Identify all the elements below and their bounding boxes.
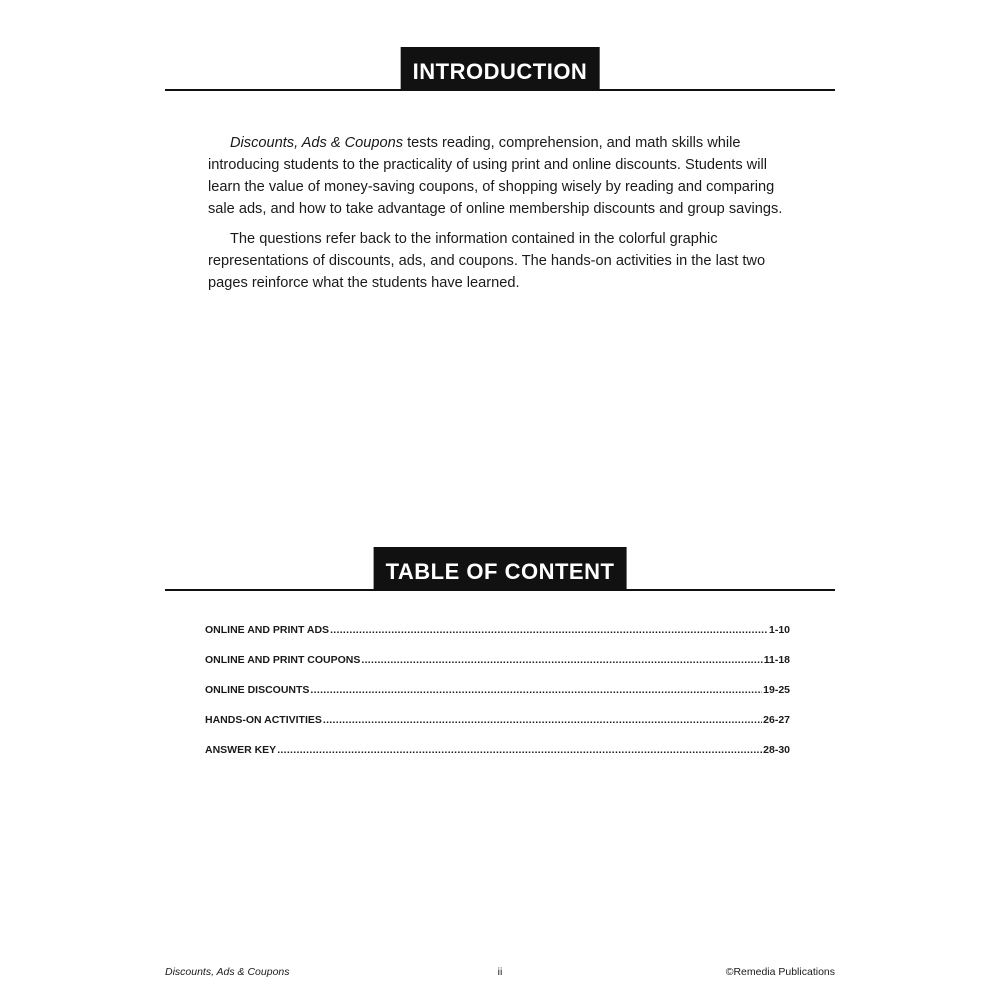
toc-entry [205, 684, 790, 714]
toc-leader-dots [310, 684, 762, 696]
toc-leader-dots [323, 714, 762, 726]
footer-book-title: Discounts, Ads & Coupons [165, 966, 290, 978]
toc-leader-dots [277, 744, 762, 756]
footer-copyright: ©Remedia Publications [725, 966, 835, 978]
toc-entry [205, 714, 790, 744]
toc-entry [205, 624, 790, 654]
page-number: ii [497, 966, 503, 978]
intro-paragraph-1-text: tests reading, comprehension, and math skills while introducing students to the practicality of using print and online discounts. Students will learn the value of money-saving coupons, of shopping wisely by reading and comparing sale ads, and how to take advantage of online membership discounts and group savings. [208, 135, 783, 217]
toc-entry-pages: 28-30 [763, 744, 790, 756]
toc-entry-title: ONLINE DISCOUNTS [205, 684, 310, 696]
toc-entry [205, 654, 790, 684]
toc-entry [205, 744, 790, 774]
introduction-header [165, 45, 835, 91]
toc-entry-pages: 19-25 [763, 684, 790, 696]
toc-leader-dots [361, 654, 762, 666]
introduction-heading: INTRODUCTION [401, 47, 600, 91]
page-footer [165, 966, 835, 980]
table-of-content-heading: TABLE OF CONTENT [374, 547, 627, 591]
toc-entry-pages: 11-18 [763, 654, 790, 666]
table-of-content-header [165, 545, 835, 591]
introduction-body [208, 132, 798, 302]
toc-entry-title: ANSWER KEY [205, 744, 277, 756]
toc-entry-title: ONLINE AND PRINT COUPONS [205, 654, 361, 666]
toc-entry-title: ONLINE AND PRINT ADS [205, 624, 330, 636]
book-title: Discounts, Ads & Coupons [230, 135, 404, 151]
toc-leader-dots [330, 624, 768, 636]
table-of-content-list [205, 624, 790, 774]
intro-paragraph-2: The questions refer back to the information contained in the colorful graphic representations of discounts, ads, and coupons. The hands-on activities in the last two pages reinforce what the students have learned. [208, 231, 766, 291]
toc-entry-pages: 1-10 [768, 624, 790, 636]
toc-entry-title: HANDS-ON ACTIVITIES [205, 714, 322, 726]
toc-entry-pages: 26-27 [763, 714, 790, 726]
intro-paragraph-1 [208, 132, 798, 220]
